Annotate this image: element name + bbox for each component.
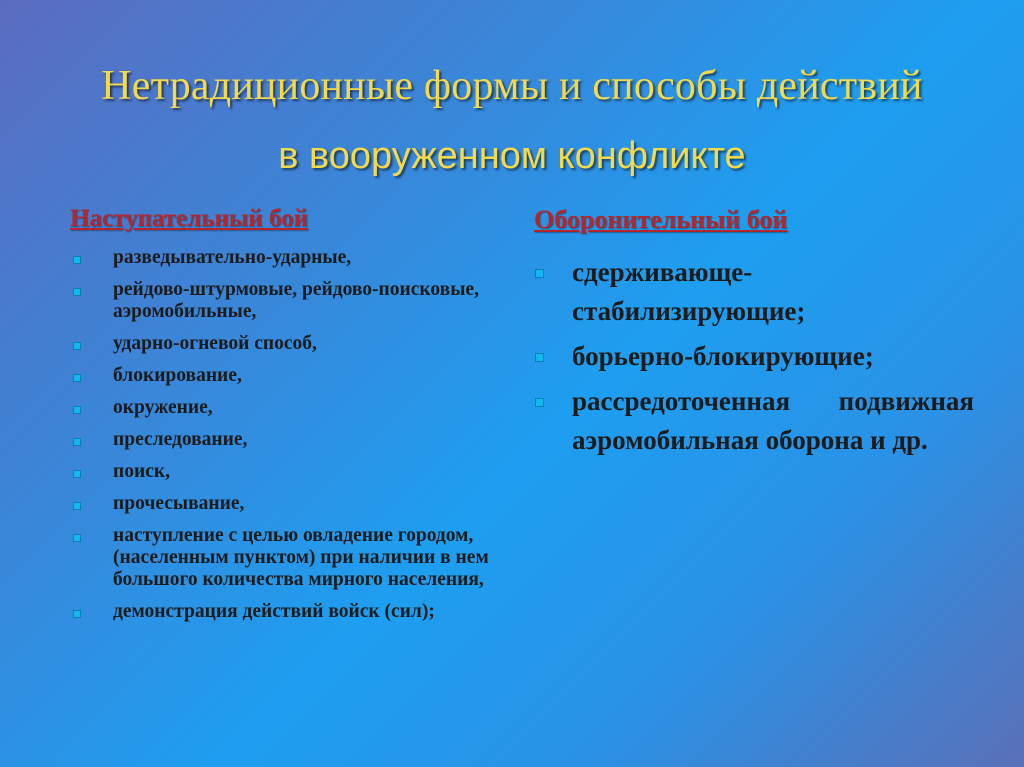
list-item: наступление с целью овладение городом, (населенным пунктом) при наличии в нем большого количества мирного населения, (70, 525, 540, 591)
list-item: окружение, (70, 397, 540, 419)
offensive-heading: Наступательный бой (70, 205, 309, 232)
square-bullet-icon (73, 502, 81, 510)
defensive-heading: Оборонительный бой (534, 205, 788, 234)
list-item: сдерживающе-стабилизирующие; (534, 253, 974, 331)
square-bullet-icon (73, 610, 81, 618)
list-item: рейдово-штурмовые, рейдово-поисковые, аэромобильные, (70, 279, 540, 323)
defensive-column (534, 205, 974, 466)
square-bullet-icon (535, 269, 544, 278)
square-bullet-icon (535, 353, 544, 362)
list-item: разведывательно-ударные, (70, 247, 540, 269)
offensive-column (70, 205, 540, 633)
square-bullet-icon (73, 342, 81, 350)
list-item: блокирование, (70, 365, 540, 387)
square-bullet-icon (73, 288, 81, 296)
list-item: преследование, (70, 429, 540, 451)
list-item: ударно-огневой способ, (70, 333, 540, 355)
list-item: рассредоточенная подвижная аэромобильная оборона и др. (534, 382, 974, 460)
list-item: поиск, (70, 461, 540, 483)
list-item: прочесывание, (70, 493, 540, 515)
square-bullet-icon (73, 438, 81, 446)
square-bullet-icon (73, 256, 81, 264)
square-bullet-icon (73, 406, 81, 414)
list-item: демонстрация действий войск (сил); (70, 601, 540, 623)
square-bullet-icon (73, 470, 81, 478)
square-bullet-icon (535, 398, 544, 407)
square-bullet-icon (73, 374, 81, 382)
list-item: борьерно-блокирующие; (534, 337, 974, 376)
offensive-list (70, 247, 540, 623)
defensive-list (534, 253, 974, 460)
square-bullet-icon (73, 534, 81, 542)
slide-title-line-2: в вооруженном конфликте (278, 135, 746, 177)
slide-title-line-1: Нетрадиционные формы и способы действий (101, 63, 923, 109)
